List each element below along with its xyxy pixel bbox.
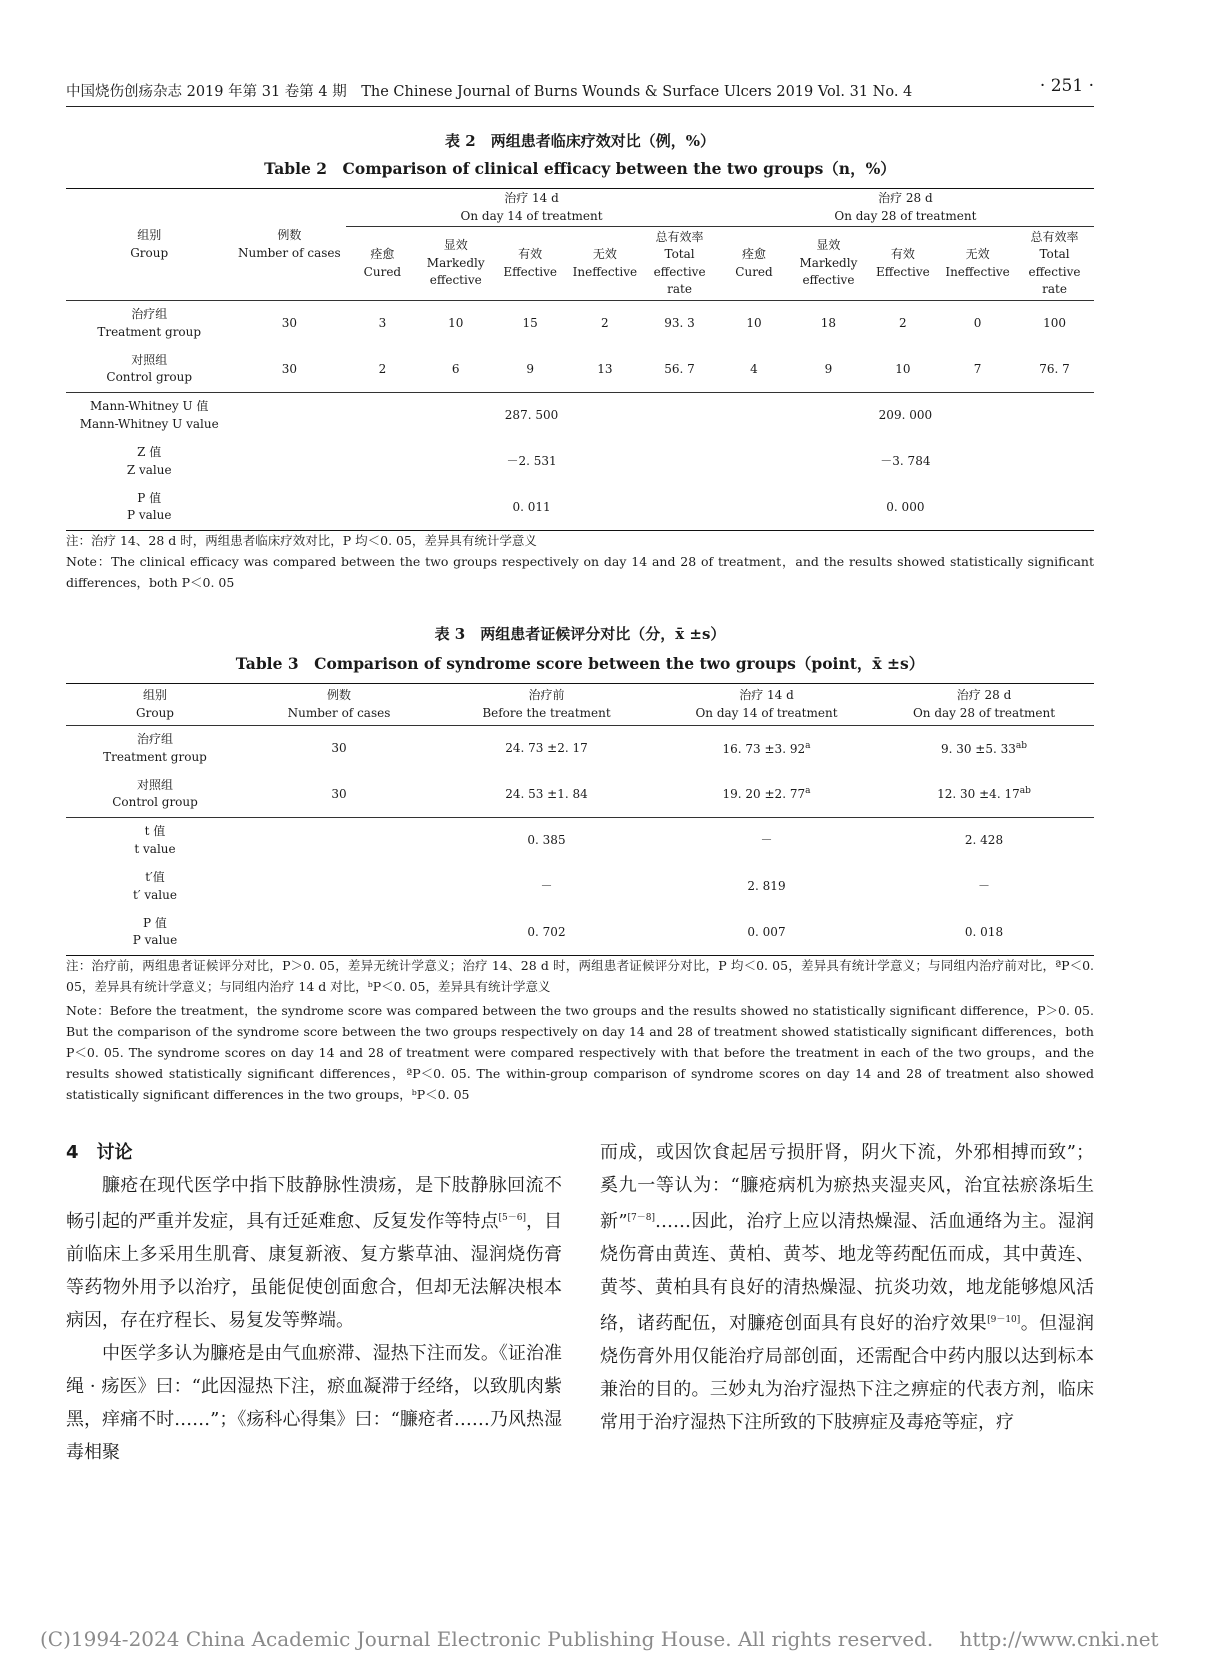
- table-row: 对照组 Control group 30 24. 53 ±1. 84 19. 20 ±2. 77$^a$ 12. 30 ±4. $17^{ab}$: [66, 772, 1094, 818]
- table-row: Z 值 Z value －2. 531 －3. 784: [126, 445, 931, 477]
- table3-notes: [66, 955, 1094, 1105]
- table3-note-cn: 注：治疗前，两组患者证候评分对比，P＞0. 05，差异无统计学意义；治疗 14、28 d 时，两组患者证候评分对比，P 均＜0. 05，差异具有统计学意义；与同组内治疗前对比，ªP＜0. 05，差异具有统计学意义；与同组内治疗 14 d 对比，ᵇP＜0. 05，差异具有统计学意义: [66, 958, 1094, 994]
- table-row: 治疗组 Treatment group 30 3 10 15 2 93. 3 10 18 2 0 100: [97, 307, 1066, 339]
- col-marked-28: 显效 Markedly effective: [799, 238, 858, 288]
- table-row: t′值 t′ value － 2. 819 －: [133, 870, 990, 902]
- section-heading: 4 讨论: [66, 1142, 133, 1163]
- table2-notes: [66, 530, 1094, 593]
- col-ineffective-14: 无效 Ineffective: [572, 247, 638, 279]
- running-header: [66, 76, 1094, 107]
- table3-note-en: Note：Before the treatment，the syndrome score was compared between the two groups and the results showed no statistically significant difference，P＞0. 05. But the comparison of the syndrome score between the two groups respectively on day 14 and 28 of treatment showed statistically significant differences，both P＜0. 05. The syndrome scores on day 14 and 28 of treatment were compared respectively with that before the treatment in each of the two groups，and the results showed statistically significant differences，ªP＜0. 05. The within-group comparison of syndrome scores on day 14 and 28 of treatment also showed statistically significant differences in the two groups，ᵇP＜0. 05: [66, 1003, 1094, 1102]
- col-ineffective-28: 无效 Ineffective: [945, 247, 1010, 279]
- table2-day14-header: 治疗 14 d On day 14 of treatment: [346, 189, 717, 227]
- table2-group-header: 组别 Group: [66, 189, 232, 301]
- table2-day28-header: 治疗 28 d On day 28 of treatment: [717, 189, 1094, 227]
- table3: [66, 683, 1094, 956]
- col-cured-28: 痊愈 Cured: [735, 247, 773, 279]
- table-row: P 值 P value 0. 702 0. 007 0. 018: [66, 910, 1094, 956]
- col-total-28: 总有效率 Total effective rate: [1028, 229, 1081, 296]
- table-row: 对照组 Control group 30 2 6 9 13 56. 7 4 9 10 7 76. 7: [66, 347, 1094, 393]
- table-row: t 值 t value 0. 385 － 2. 428: [134, 824, 1004, 856]
- table2: [66, 188, 1094, 531]
- col-cured-14: 痊愈 Cured: [363, 247, 402, 279]
- table3-header-row: 组别 Group 例数 Number of cases 治疗前 Before the treatment 治疗 14 d On day 14 of treatment 治疗 28 d On day 28 of treatment: [66, 684, 1094, 726]
- journal-running-title: 中国烧伤创疡杂志 2019 年第 31 卷第 4 期 The Chinese Journal of Burns Wounds & Surface Ulcers 2019 Vol. 31 No. 4: [66, 84, 913, 100]
- page-number: · 251 ·: [1039, 76, 1094, 96]
- paragraph: 而成，或因饮食起居亏损肝肾，阴火下流，外邪相搏而致”；奚九一等认为：“臁疮病机为瘀热夹湿夹风，治宜祛瘀涤垢生新”[7－8]……因此，治疗上应以清热燥湿、活血通络为主。湿润烧伤膏由黄连、黄柏、黄芩、地龙等药配伍而成，其中黄连、黄芩、黄柏具有良好的清热燥湿、抗炎功效，地龙能够熄风活络，诸药配伍，对臁疮创面具有良好的治疗效果[9－10]。但湿润烧伤膏外用仅能治疗局部创面，还需配合中药内服以达到标本兼治的目的。三妙丸为治疗湿热下注之痹症的代表方剂，临床常用于治疗湿热下注所致的下肢痹症及毒疮等症，疗: [600, 1142, 1095, 1433]
- col-marked-14: 显效 Markedly effective: [426, 238, 485, 288]
- table-row: 治疗组 Treatment group 30 24. 73 ±2. 17 16. 73 ±3. 92$^a$ 9. 30 ±5. $33^{ab}$: [103, 732, 1028, 764]
- table2-note-en: Note：The clinical efficacy was compared between the two groups respectively on day 14 and 28 of treatment，and the results showed statistically significant differences，both P＜0. 05: [66, 554, 1094, 590]
- table2-note-cn: 注：治疗 14、28 d 时，两组患者临床疗效对比，P 均＜0. 05，差异具有统计学意义: [66, 533, 537, 548]
- col-effective-14: 有效 Effective: [503, 247, 557, 279]
- copyright-footer: (C)1994-2024 China Academic Journal Electronic Publishing House. All rights reserved. http://www.cnki.net: [40, 1627, 1159, 1651]
- table3-caption-cn: 表 3 两组患者证候评分对比（分，x̄ ±s）: [434, 625, 726, 643]
- table2-caption-cn: 表 2 两组患者临床疗效对比（例，%）: [445, 132, 715, 150]
- table3-caption-en: Table 3 Comparison of syndrome score between the two groups（point，x̄ ±s）: [235, 654, 925, 673]
- discussion-left-column: [66, 1136, 562, 1469]
- paragraph: 臁疮在现代医学中指下肢静脉性溃疡，是下肢静脉回流不畅引起的严重并发症，具有迁延难愈、反复发作等特点[5－6]，目前临床上多采用生肌膏、康复新液、复方紫草油、湿润烧伤膏等药物外用予以治疗，虽能促使创面愈合，但却无法解决根本病因，存在疗程长、易复发等弊端。: [66, 1175, 563, 1331]
- paragraph: 中医学多认为臁疮是由气血瘀滞、湿热下注而发。《证治准绳 · 疡医》曰：“此因湿热下注，瘀血凝滞于经络，以致肌肉紫黑，痒痛不时……”；《疡科心得集》曰：“臁疮者……乃风热湿毒相聚: [66, 1343, 562, 1463]
- table-row: Mann-Whitney U 值 Mann-Whitney U value 287. 500 209. 000: [79, 399, 933, 431]
- table2-cases-header: 例数 Number of cases: [232, 189, 346, 301]
- table2-caption-en: Table 2 Comparison of clinical efficacy between the two groups（n，%）: [264, 159, 896, 178]
- discussion-right-column: [600, 1136, 1094, 1439]
- table-row: P 值 P value 0. 011 0. 000: [66, 485, 1094, 531]
- col-total-14: 总有效率 Total effective rate: [653, 229, 706, 296]
- col-effective-28: 有效 Effective: [876, 247, 930, 279]
